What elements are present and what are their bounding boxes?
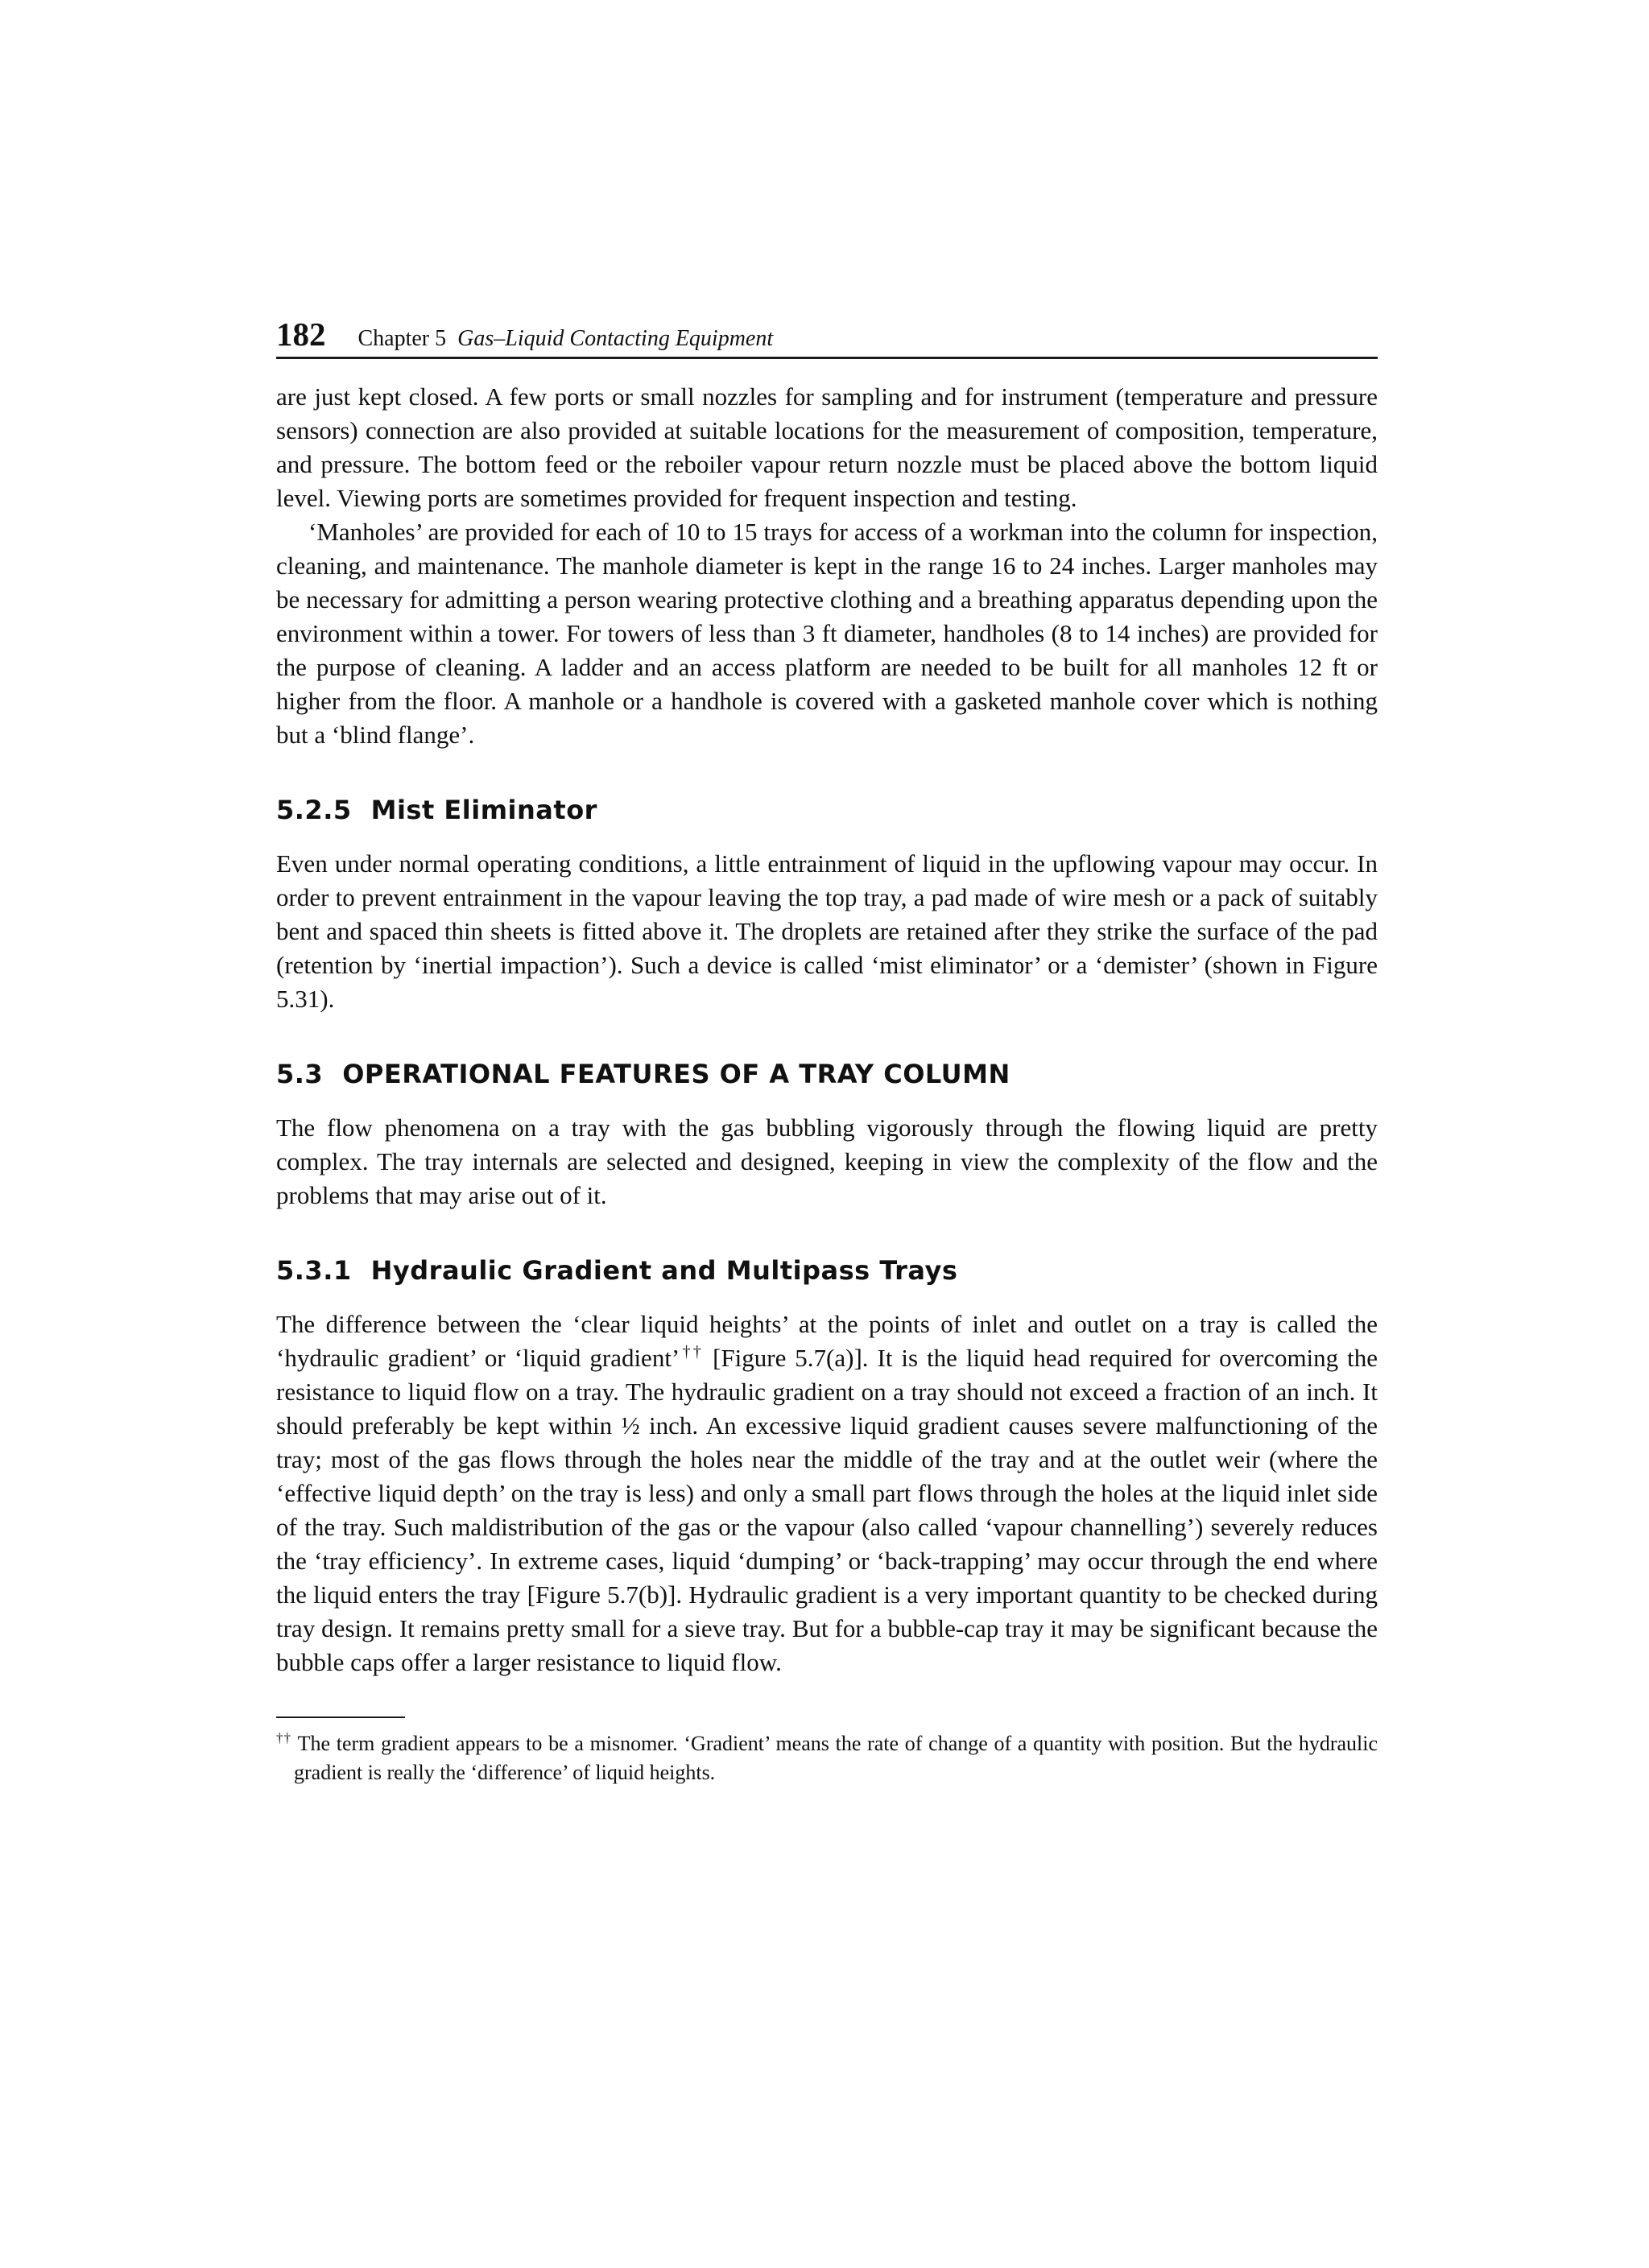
page-number: 182 bbox=[276, 316, 326, 353]
section-heading-operational-features bbox=[276, 1058, 1378, 1090]
section-number: 5.3 bbox=[276, 1059, 324, 1089]
footnote-text: The term gradient appears to be a misnomer. ‘Gradient’ means the rate of change of a quantity with position. But the hydraulic gradient is really the ‘difference’ of liquid heights. bbox=[291, 1732, 1378, 1784]
page-header bbox=[276, 318, 1378, 359]
section-number: 5.2.5 bbox=[276, 795, 352, 825]
section-number: 5.3.1 bbox=[276, 1255, 352, 1286]
section-title: Hydraulic Gradient and Multipass Trays bbox=[370, 1255, 958, 1286]
paragraph-mist-eliminator: Even under normal operating conditions, a little entrainment of liquid in the upflowing vapour may occur. In order to prevent entrainment in the vapour leaving the top tray, a pad made of wire mesh or a pack of suitably bent and spaced thin sheets is fitted above it. The droplets are retained after they strike the surface of the pad (retention by ‘inertial impaction’). Such a device is called ‘mist eliminator’ or a ‘demister’ (shown in Figure 5.31). bbox=[276, 849, 1378, 1013]
section-heading-mist-eliminator bbox=[276, 794, 1378, 826]
paragraph-text: The difference between the ‘clear liquid heights’ at the points of inlet and outlet on a tray is called the ‘hydraulic gradient’ or ‘liquid gradient’ bbox=[276, 1310, 1378, 1372]
paragraph-manholes: ‘Manholes’ are provided for each of 10 to 15 trays for access of a workman into the column for inspection, cleaning, and maintenance. The manhole diameter is kept in the range 16 to 24 inches. Larger manholes may be necessary for admitting a person wearing protective clothing and a breathing apparatus depending upon the environment within a tower. For towers of less than 3 ft diameter, handholes (8 to 14 inches) are provided for the purpose of cleaning. A ladder and an access platform are needed to be built for all manholes 12 ft or higher from the floor. A manhole or a handhole is covered with a gasketed manhole cover which is nothing but a ‘blind flange’. bbox=[276, 518, 1378, 749]
footnote-divider bbox=[276, 1716, 405, 1718]
footnote-reference[interactable]: †† bbox=[680, 1342, 705, 1361]
chapter-title: Gas–Liquid Contacting Equipment bbox=[457, 326, 774, 351]
paragraph-text: [Figure 5.7(a)]. It is the liquid head required for overcoming the resistance to liquid flow on a tray. The hydraulic gradient on a tray should not exceed a fraction of an inch. It should preferably be kept within ½ inch. An excessive liquid gradient causes severe malfunctioning of the tray; most of the gas flows through the holes near the middle of the tray and at the outlet weir (where the ‘effective liquid depth’ on the tray is less) and only a small part flows through the holes at the liquid inlet side of the tray. Such maldistribution of the gas or the vapour (also called ‘vapour channelling’) severely reduces the ‘tray efficiency’. In extreme cases, liquid ‘dumping’ or ‘back-trapping’ may occur through the end where the liquid enters the tray [Figure 5.7(b)]. Hydraulic gradient is a very important quantity to be checked during tray design. It remains pretty small for a sieve tray. But for a bubble-cap tray it may be significant because the bubble caps offer a larger resistance to liquid flow. bbox=[276, 1344, 1378, 1676]
chapter-label: Chapter 5 bbox=[357, 326, 447, 351]
page-body bbox=[276, 380, 1378, 1679]
paragraph-hydraulic-gradient bbox=[276, 1308, 1378, 1679]
book-page bbox=[276, 318, 1378, 1808]
section-title: Mist Eliminator bbox=[370, 795, 597, 825]
section-heading-hydraulic-gradient bbox=[276, 1254, 1378, 1287]
paragraph-ports: are just kept closed. A few ports or small nozzles for sampling and for instrument (temperature and pressure sensors) connection are also provided at suitable locations for the measurement of composition, temperature, and pressure. The bottom feed or the reboiler vapour return nozzle must be placed above the bottom liquid level. Viewing ports are sometimes provided for frequent inspection and testing. bbox=[276, 382, 1378, 512]
footnote bbox=[276, 1729, 1378, 1787]
paragraph-flow-phenomena: The flow phenomena on a tray with the gas bubbling vigorously through the flowing liquid are pretty complex. The tray internals are selected and designed, keeping in view the complexity of the flow and the problems that may arise out of it. bbox=[276, 1113, 1378, 1209]
section-title: OPERATIONAL FEATURES OF A TRAY COLUMN bbox=[342, 1059, 1010, 1089]
running-head bbox=[358, 326, 774, 352]
footnote-mark: †† bbox=[276, 1729, 292, 1745]
